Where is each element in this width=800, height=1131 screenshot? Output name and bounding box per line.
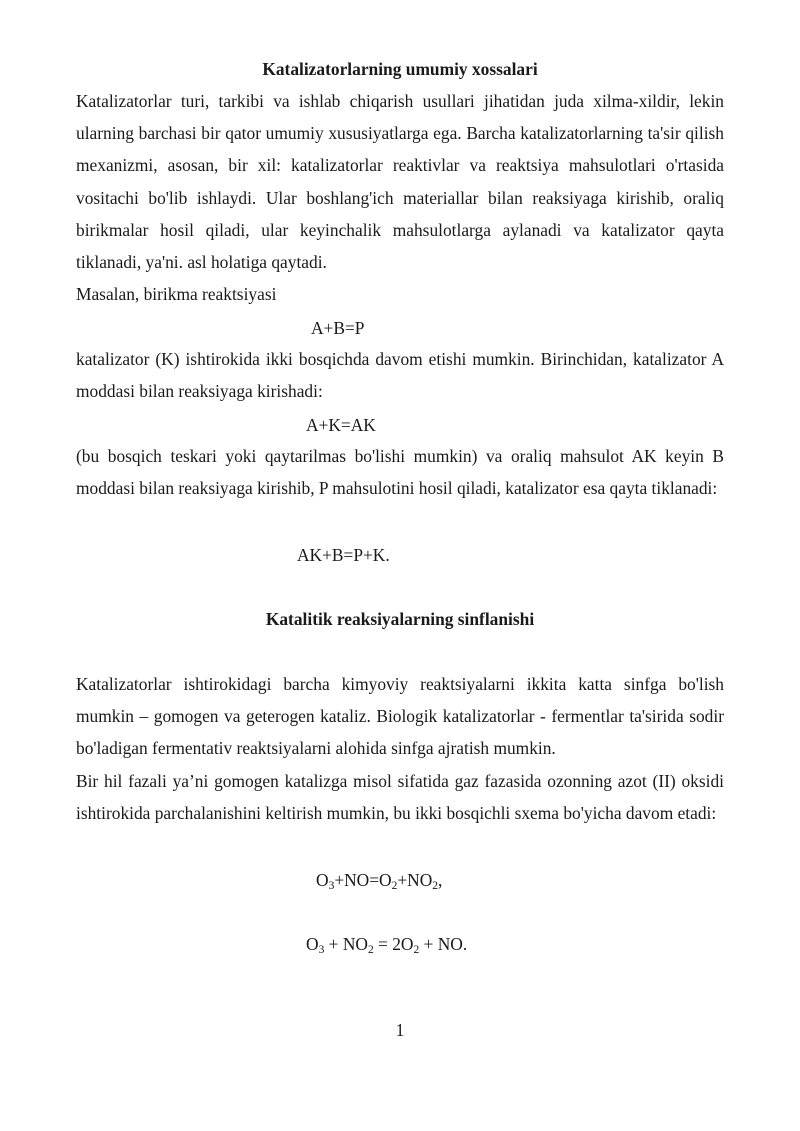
equation-ozone-step2: $O_3 + NO_2 = 2O_2$ + NO. [306,934,468,956]
paragraph-catalyst-properties: Katalizatorlar turi, tarkibi va ishlab chiqarish usullari jihatidan juda xilma-xildir, lekin ularning barchasi bir qator umumiy xususiyatlarga ega. Barcha katalizatorlarning ta'sir qilish mexanizmi, asosan, bir xil: katalizatorlar reaktivlar va reaktsiya mahsulotlari o'rtasida vositachi bo'lib ishlaydi. Ular boshlang'ich materiallar bilan reaksiyaga kirishib, oraliq birikmalar hosil qiladi, ular keyinchalik mahsulotlarga aylanadi va katalizator qayta tiklanadi, ya'ni. asl holatiga qaytadi. [76,91,724,273]
paragraph-intermediate-product: (bu bosqich teskari yoki qaytarilmas bo'lishi mumkin) va oraliq mahsulot AK keyin B moddasi bilan reaksiyaga kirishib, P mahsulotini hosil qiladi, katalizator esa qayta tiklanadi: [76,446,724,499]
paragraph-example-intro: Masalan, birikma reaktsiyasi [76,284,277,304]
equation-ak-plus-b: AK+B=P+K. [297,545,390,565]
paragraph-two-steps: katalizator (K) ishtirokida ikki bosqichda davom etishi mumkin. Birinchidan, katalizator A moddasi bilan reaksiyaga kirishadi: [76,349,724,402]
section-title-classification: Katalitik reaksiyalarning sinflanishi [265,609,535,629]
page-number: 1 [395,1020,405,1040]
paragraph-homogeneous-example: Bir hil fazali ya’ni gomogen katalizga misol sifatida gaz fazasida ozonning azot (II) oksidi ishtirokida parchalanishini keltirish mumkin, bu ikki bosqichli sxema bo'yicha davom etadi: [76,771,724,824]
equation-ozone-step1: $O_3+NO=O_2+NO_2$, [316,870,443,892]
equation-a-plus-k: A+K=AK [306,415,376,435]
paragraph-classification: Katalizatorlar ishtirokidagi barcha kimyoviy reaktsiyalarni ikkita katta sinfga bo'lish mumkin – gomogen va geterogen kataliz. Biologik katalizatorlar - fermentlar ta'sirida sodir bo'ladigan fermentativ reaktsiyalarni alohida sinfga ajratish mumkin. [76,674,724,759]
equation-a-plus-b: A+B=P [311,318,365,338]
section-title-catalyst-properties: Katalizatorlarning umumiy xossalari [262,59,538,79]
